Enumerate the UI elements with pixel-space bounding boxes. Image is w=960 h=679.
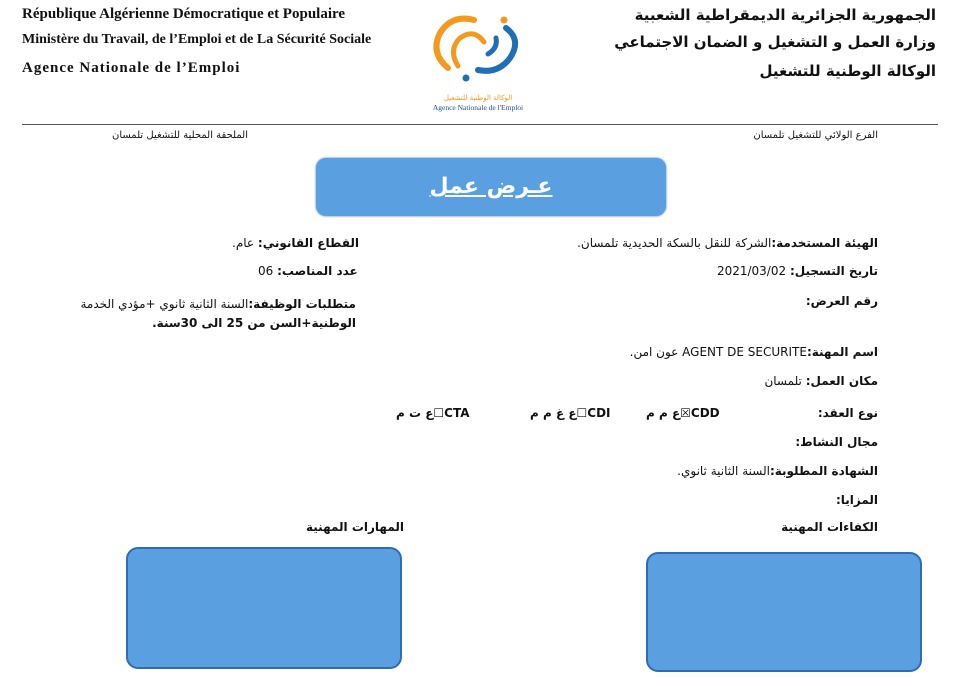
employer-value: الشركة للنقل بالسكة الحديدية تلمسان. [577,236,772,250]
header-ar-line3: الوكالة الوطنية للتشغيل [759,62,936,80]
offer-number-label: رقم العرض: [805,294,878,308]
requirements-label: متطلبات الوظيفة: [248,297,356,311]
competencies-box [646,552,922,672]
logo-french-text: Agence Nationale de l'Emploi [432,103,524,112]
activity-label: مجال النشاط: [795,435,878,449]
legal-sector-label: القطاع القانوني: [257,236,359,250]
job-name-label: اسم المهنة: [806,345,878,359]
job-name-value: AGENT DE SECURITE عون امن. [629,345,807,359]
registration-date-value: 2021/03/02 [716,264,787,278]
positions-label: عدد المناصب: [277,264,358,278]
anem-logo-icon [418,8,538,88]
header-ar-line1: الجمهورية الجزائرية الديمقراطية الشعبية [634,6,936,24]
field-employer [577,236,878,250]
requirements-line2: الوطنية+السن من 25 الى 30سنة. [152,316,356,330]
anem-logo [418,8,538,114]
field-positions [258,264,358,278]
title-banner [316,158,666,216]
contract-option-cta[interactable]: CTA☐ع ت م [396,406,470,420]
contract-option-cdd[interactable]: CDD☒ع م م [646,406,720,420]
header-fr-line2: Ministère du Travail, de l’Emploi et de La Sécurité Sociale [22,32,372,47]
competencies-label: الكفاءات المهنية [781,520,878,534]
branch-right: الفرع الولائي للتشغيل تلمسان [753,130,878,141]
positions-value: 06 [258,264,274,278]
header-ar-line2: وزارة العمل و التشغيل و الضمان الاجتماعي [614,33,936,51]
contract-option-cdi[interactable]: CDI☐ع غ م م [530,406,611,420]
field-activity [795,435,878,449]
field-advantages [836,493,878,507]
header-fr-line3: Agence Nationale de l’Emploi [22,60,241,76]
registration-date-label: تاريخ التسجيل: [789,264,878,278]
legal-sector-value: عام. [232,236,255,250]
requirements-line1: السنة الثانية ثانوي +مؤدي الخدمة [80,297,249,311]
logo-arabic-text: الوكالة الوطنية للتشغيل [443,94,513,102]
field-offer-number [806,294,878,308]
skills-label: المهارات المهنية [306,520,405,534]
diploma-label: الشهادة المطلوبة: [769,464,878,478]
field-job-name [630,345,878,359]
field-diploma [677,464,878,478]
diploma-value: السنة الثانية ثانوي. [677,464,770,478]
work-place-value: تلمسان [764,374,802,388]
field-legal-sector [232,236,359,250]
contract-type-label: نوع العقد: [817,406,878,420]
header-separator [22,124,938,125]
field-registration-date [717,264,878,278]
employer-label: الهيئة المستخدمة: [771,236,878,250]
work-place-label: مكان العمل: [805,374,878,388]
field-work-place [764,374,878,388]
header-fr-line1: République Algérienne Démocratique et Populaire [22,6,346,22]
page-title: عـرض عمل [429,174,553,199]
field-requirements [76,295,356,333]
branch-left: الملحقة المحلية للتشغيل تلمسان [112,130,248,141]
advantages-label: المزايا: [835,493,878,507]
skills-box [126,547,402,669]
